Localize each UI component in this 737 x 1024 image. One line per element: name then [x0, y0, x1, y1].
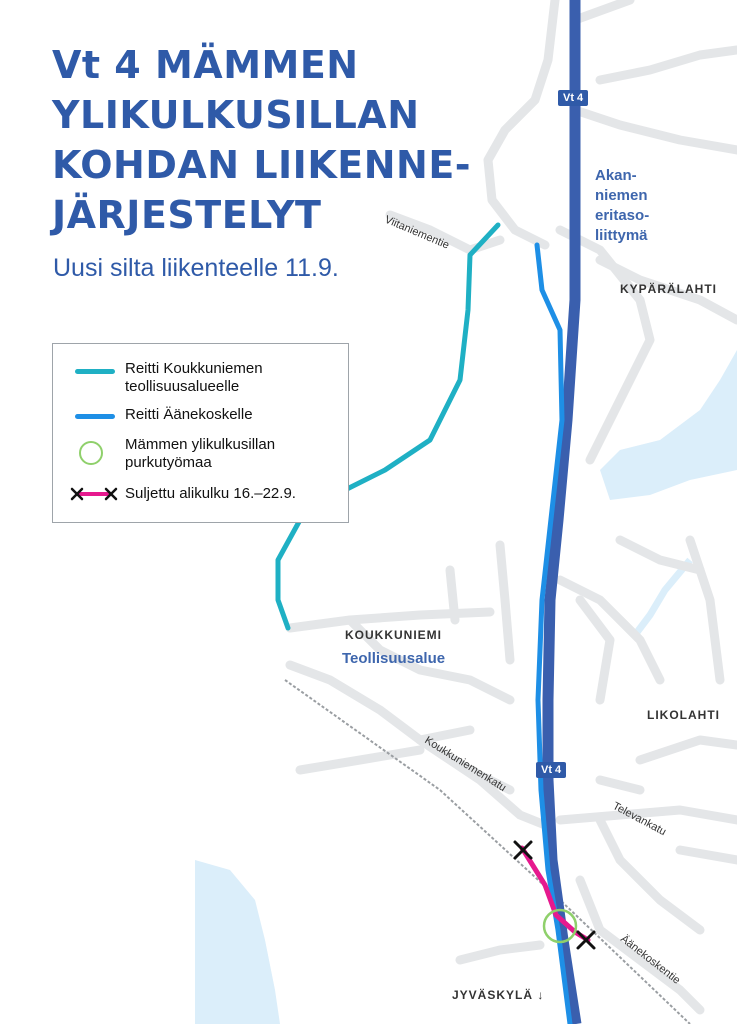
- akaniemi-line-3: eritaso-: [595, 207, 650, 224]
- road: [580, 600, 610, 700]
- stream: [635, 560, 690, 635]
- legend-box: [52, 343, 349, 523]
- legend-swatch-cyan-line: [75, 369, 115, 374]
- road: [575, 0, 630, 20]
- legend-label-line1: Reitti Äänekoskelle: [125, 406, 253, 423]
- road: [600, 50, 737, 80]
- legend-swatch-blue-line: [75, 414, 115, 419]
- title-line-2: YLIKULKUSILLAN: [52, 93, 420, 137]
- akaniemi-line-1: Akan-: [595, 167, 637, 184]
- road: [640, 740, 737, 760]
- road: [690, 540, 720, 680]
- title-line-1: Vt 4 MÄMMEN: [52, 43, 359, 87]
- place-label-kyparalahti: KYPÄRÄLAHTI: [620, 282, 717, 296]
- legend-label-line2: purkutyömaa: [125, 454, 212, 471]
- road: [500, 545, 510, 660]
- place-label-teollisuusalue: Teollisuusalue: [342, 650, 446, 667]
- legend-swatch-closed-icon: [69, 484, 119, 504]
- road: [680, 850, 737, 860]
- legend-swatch-green-circle: [79, 441, 103, 465]
- place-label-koukkuniemi: KOUKKUNIEMI: [345, 628, 442, 642]
- place-label-likolahti: LIKOLAHTI: [647, 708, 720, 722]
- legend-label-line1: Reitti Koukkuniemen: [125, 360, 263, 377]
- road: [575, 110, 737, 150]
- akaniemi-line-4: liittymä: [595, 227, 648, 244]
- street-label-koukkuniemenkatu: Koukkuniemenkatu: [422, 734, 509, 795]
- road: [600, 780, 640, 790]
- highway-shield-bottom: Vt 4: [536, 762, 566, 778]
- lake-southwest: [195, 860, 280, 1024]
- closed-marker-north: [515, 842, 531, 858]
- legend-label-line1: Mämmen ylikulkusillan: [125, 436, 276, 453]
- akaniemi-line-2: niemen: [595, 187, 648, 204]
- street-label-televankatu: Televankatu: [610, 800, 669, 839]
- road: [450, 570, 455, 620]
- page-subtitle: Uusi silta liikenteelle 11.9.: [53, 254, 339, 282]
- road: [300, 750, 420, 770]
- place-label-akaniemi: [595, 166, 649, 246]
- closed-marker-south: [578, 932, 594, 948]
- title-line-3: KOHDAN LIIKENNE-: [52, 143, 472, 187]
- page-title: [52, 40, 472, 240]
- road: [290, 612, 490, 628]
- road: [460, 945, 540, 960]
- title-line-4: JÄRJESTELYT: [52, 193, 322, 237]
- street-label-aanekoskentie: Äänekoskentie: [618, 932, 683, 987]
- railway: [285, 680, 690, 1024]
- road: [488, 0, 555, 245]
- street-label-viitaniementie: Viitaniementie: [382, 213, 451, 252]
- legend-label-line2: teollisuusalueelle: [125, 378, 240, 395]
- lake-east: [600, 350, 737, 500]
- road: [600, 820, 700, 930]
- highway-shield-top: Vt 4: [558, 90, 588, 106]
- place-label-jyvaskyla: JYVÄSKYLÄ ↓: [452, 988, 545, 1002]
- legend-label-line1: Suljettu alikulku 16.–22.9.: [125, 485, 296, 502]
